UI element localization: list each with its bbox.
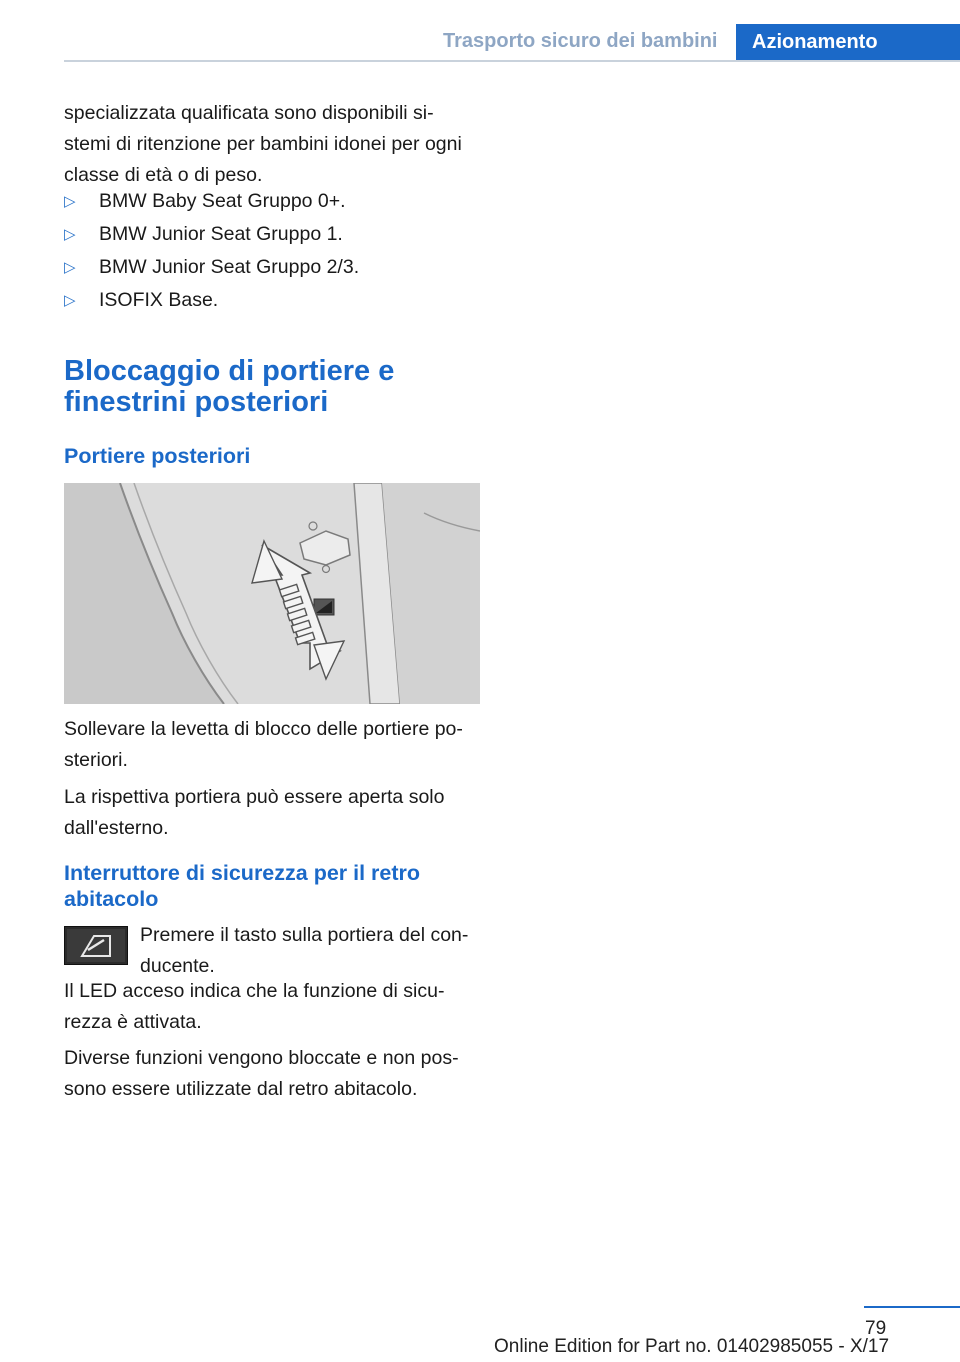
subsection-heading: Interruttore di sicurezza per il retro — [64, 861, 421, 885]
rear-doors-paragraph-1 — [64, 717, 480, 773]
seat-list — [64, 189, 480, 321]
list-item — [64, 189, 480, 222]
paragraph-line: sono essere utilizzate dal retro abitacolo. — [64, 1078, 418, 1100]
list-item-label: BMW Baby Seat Gruppo 0+. — [99, 190, 346, 212]
intro-line: classe di età o di peso. — [64, 164, 263, 186]
subsection-heading: Portiere posteriori — [64, 444, 251, 468]
paragraph-line: Sollevare la levetta di blocco delle portiere po- — [64, 718, 463, 740]
paragraph-line: steriori. — [64, 749, 128, 771]
subsection-heading: abitacolo — [64, 887, 159, 911]
footer-rule — [864, 1306, 960, 1308]
triangle-bullet-icon: ▷ — [64, 193, 76, 210]
paragraph-line: Diverse funzioni vengono bloccate e non pos- — [64, 1047, 459, 1069]
list-item-label: BMW Junior Seat Gruppo 1. — [99, 223, 343, 245]
header-section-title: Trasporto sicuro dei bambini — [443, 30, 718, 52]
door-lock-illustration — [64, 483, 480, 704]
seat-list-container — [64, 189, 480, 321]
paragraph-line: La rispettiva portiera può essere aperta solo — [64, 786, 445, 808]
safety-switch-paragraph-2 — [64, 1046, 480, 1102]
paragraph-line: rezza è attivata. — [64, 1011, 202, 1033]
triangle-bullet-icon: ▷ — [64, 259, 76, 276]
list-item — [64, 255, 480, 288]
paragraph-line: Premere il tasto sulla portiera del con- — [140, 924, 469, 946]
header-rule — [64, 60, 960, 62]
intro-line: stemi di ritenzione per bambini idonei per ogni — [64, 133, 462, 155]
safety-switch-instruction — [140, 923, 480, 979]
intro-paragraph — [64, 101, 480, 188]
window-lock-button-icon — [64, 926, 128, 965]
intro-line: specializzata qualificata sono disponibili si- — [64, 102, 434, 124]
paragraph-line: dall'esterno. — [64, 817, 169, 839]
list-item — [64, 222, 480, 255]
triangle-bullet-icon: ▷ — [64, 292, 76, 309]
section-title: Bloccaggio di portiere e — [64, 355, 395, 387]
list-item-label: ISOFIX Base. — [99, 289, 219, 311]
header-chapter-label: Azionamento — [752, 31, 878, 53]
paragraph-line: ducente. — [140, 955, 215, 977]
list-item-label: BMW Junior Seat Gruppo 2/3. — [99, 256, 360, 278]
paragraph-line: Il LED acceso indica che la funzione di sicu- — [64, 980, 445, 1002]
triangle-bullet-icon: ▷ — [64, 226, 76, 243]
list-item — [64, 288, 480, 321]
safety-switch-paragraph-1 — [64, 979, 480, 1035]
footer-edition: Online Edition for Part no. 01402985055 - X/17 — [494, 1336, 890, 1357]
page-number: 79 — [865, 1318, 887, 1339]
section-title: finestrini posteriori — [64, 386, 329, 418]
rear-doors-paragraph-2 — [64, 785, 480, 841]
header-chapter-tab — [736, 24, 960, 62]
